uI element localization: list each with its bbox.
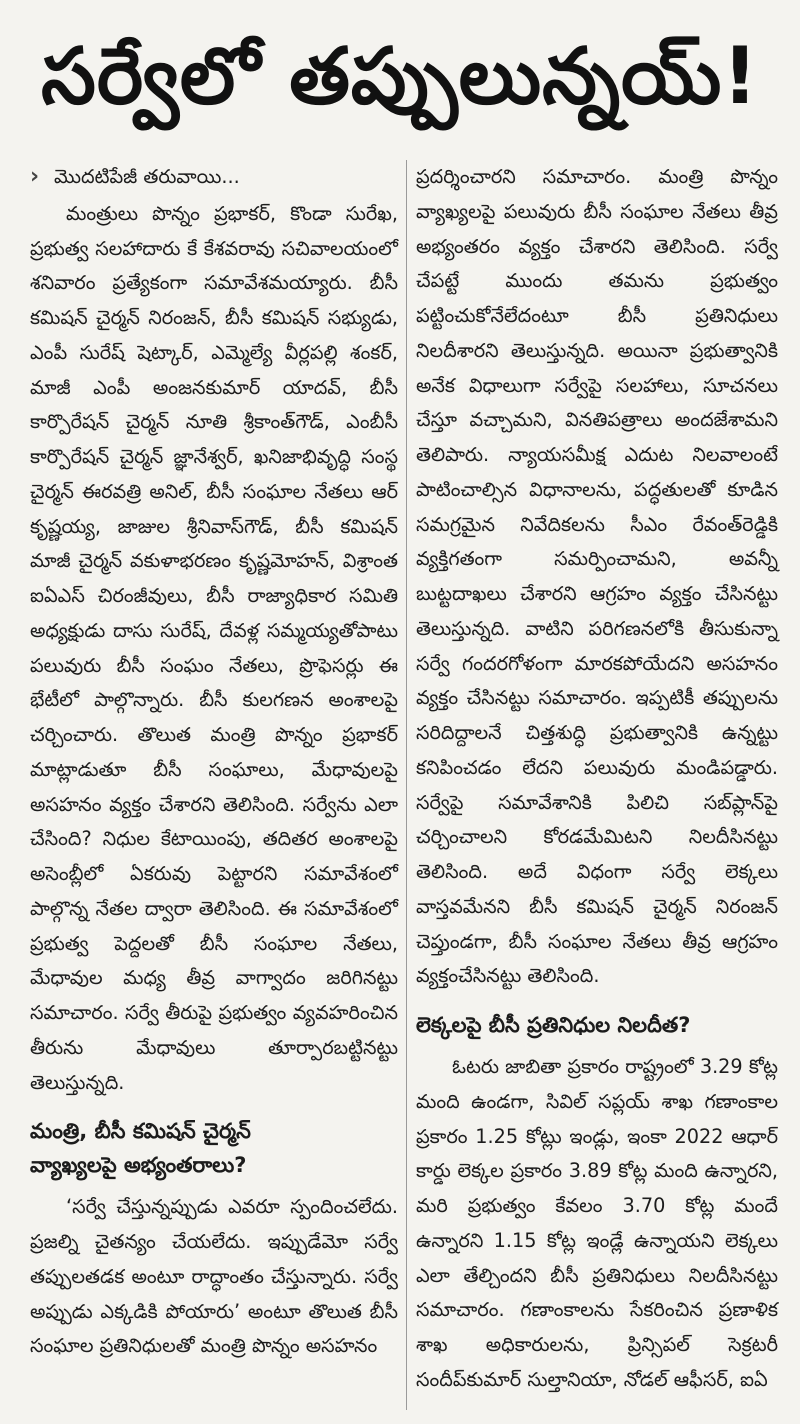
continuation-text: మొదటిపేజీ తరువాయి...	[54, 165, 240, 188]
subheading-line-1: మంత్రి, బీసీ కమిషన్ చైర్మన్	[30, 1119, 251, 1144]
article-paragraph: మంత్రులు పొన్నం ప్రభాకర్, కొండా సురేఖ, ప్రభుత్వ సలహాదారు కే కేశవరావు సచివాలయంలో శనివారం ప్రత్యేకంగా సమావేశమయ్యారు. బీసీ కమిషన్ చైర్మన్ నిరంజన్, బీసీ కమిషన్ సభ్యుడు, ఎంపీ సురేష్ షెట్కార్, ఎమ్మెల్యే వీర్లపల్లి శంకర్, మాజీ ఎంపీ అంజనకుమార్ యాదవ్, బీసీ కార్పొరేషన్ చైర్మన్ నూతి శ్రీకాంత్‌గౌడ్, ఎంబీసీ కార్పొరేషన్ చైర్మన్ జ్ఞానేశ్వర్, ఖనిజాభివృద్ధి సంస్థ చైర్మన్ ఈరవత్రి అనిల్, బీసీ సంఘాల నేతలు ఆర్ కృష్ణయ్య, జాజుల శ్రీనివాస్‌గౌడ్, బీసీ కమిషన్ మాజీ చైర్మన్ వకుళాభరణం కృష్ణమోహన్, విశ్రాంత ఐఏఎస్ చిరంజీవులు, బీసీ రాజ్యాధికార సమితి అధ్యక్షుడు దాసు సురేష్, దేవళ్ల సమ్మయ్యతోపాటు పలువురు బీసీ సంఘం నేతలు, ప్రొఫెసర్లు ఈ భేటీలో పాల్గొన్నారు. బీసీ కులగణన అంశాలపై చర్చించారు. తొలుత మంత్రి పొన్నం ప్రభాకర్ మాట్లాడుతూ బీసీ సంఘాలు, మేధావులపై అసహనం వ్యక్తం చేశారని తెలిసింది. సర్వేను ఎలా చేసింది? నిధుల కేటాయింపు, తదితర అంశాలపై అసెంబ్లీలో ఏకరువు పెట్టారని సమావేశంలో పాల్గొన్న నేతల ద్వారా తెలిసింది. ఈ సమావేశంలో ప్రభుత్వ పెద్దలతో బీసీ సంఘాల నేతలు, మేధావుల మధ్య తీవ్ర వాగ్వాదం జరిగినట్టు సమాచారం. సర్వే తీరుపై ప్రభుత్వం వ్యవహరించిన తీరును మేధావులు తూర్పారబట్టినట్టు తెలుస్తున్నది.	[30, 201, 398, 1094]
chevron-right-icon: ›	[30, 164, 40, 189]
column-divider	[406, 160, 407, 1410]
continuation-line	[30, 160, 398, 195]
article-paragraph: ప్రదర్శించారని సమాచారం. మంత్రి పొన్నం వ్యాఖ్యలపై పలువురు బీసీ సంఘాల నేతలు తీవ్ర అభ్యంతరం వ్యక్తం చేశారని తెలిసింది. సర్వే చేపట్టే ముందు తమను ప్రభుత్వం పట్టించుకోనేలేదంటూ బీసీ ప్రతినిధులు నిలదీశారని తెలుస్తున్నది. అయినా ప్రభుత్వానికి అనేక విధాలుగా సర్వేపై సలహాలు, సూచనలు చేస్తూ వచ్చామని, వినతిపత్రాలు అందజేశామని తెలిపారు. న్యాయసమీక్ష ఎదుట నిలవాలంటే పాటించాల్సిన విధానాలను, పద్ధతులతో కూడిన సమగ్రమైన నివేదికలను సీఎం రేవంత్‌రెడ్డికి వ్యక్తిగతంగా సమర్పించామని, అవన్నీ బుట్టదాఖలు చేశారని ఆగ్రహం వ్యక్తం చేసినట్టు తెలుస్తున్నది. వాటిని పరిగణనలోకి తీసుకున్నా సర్వే గందరగోళంగా మారకపోయేదని అసహనం వ్యక్తం చేసినట్టు సమాచారం. ఇప్పటికీ తప్పులను సరిదిద్దాలనే చిత్తశుద్ధి ప్రభుత్వానికి ఉన్నట్టు కనిపించడం లేదని పలువురు మండిపడ్డారు. సర్వేపై సమావేశానికి పిలిచి సబ్‌ప్లాన్‌పై చర్చించాలని కోరడమేమిటని నిలదీసినట్టు తెలిసింది. అదే విధంగా సర్వే లెక్కలు వాస్తవమేనని బీసీ కమిషన్ చైర్మన్ నిరంజన్ చెప్తుండగా, బీసీ సంఘాల నేతలు తీవ్ర ఆగ్రహం వ్యక్తంచేసినట్టు తెలిసింది.	[416, 165, 778, 988]
article-paragraph: ‘సర్వే చేస్తున్నప్పుడు ఎవరూ స్పందించలేదు. ప్రజల్ని చైతన్యం చేయలేదు. ఇప్పుడేమో సర్వే తప్పులతడక అంటూ రాద్ధాంతం చేస్తున్నారు. సర్వే అప్పుడు ఎక్కడికి పోయారు’ అంటూ తొలుత బీసీ సంఘాల ప్రతినిధులతో మంత్రి పొన్నం అసహనం	[30, 1195, 398, 1358]
subheading-line-2: వ్యాఖ్యలపై అభ్యంతరాలు?	[30, 1153, 247, 1178]
article-paragraph: ఓటరు జాబితా ప్రకారం రాష్ట్రంలో 3.29 కోట్ల మంది ఉండగా, సివిల్ సప్లయ్ శాఖ గణాంకాల ప్రకారం 1.25 కోట్లు ఇండ్లు, ఇంకా 2022 ఆధార్ కార్డు లెక్కల ప్రకారం 3.89 కోట్ల మంది ఉన్నారని, మరి ప్రభుత్వం కేవలం 3.70 కోట్ల మందే ఉన్నారని 1.15 కోట్ల ఇండ్లే ఉన్నాయని లెక్కలు ఎలా తేల్చిందని బీసీ ప్రతినిధులు నిలదీసినట్టు సమాచారం. గణాంకాలను సేకరించిన ప్రణాళిక శాఖ అధికారులను, ప్రిన్సిపల్ సెక్రటరీ సందీప్‌కుమార్ సుల్తానియా, నోడల్ ఆఫీసర్, ఐఏ	[416, 1055, 778, 1391]
right-column	[416, 160, 778, 1398]
left-column	[30, 160, 398, 1364]
headline: సర్వేలో తప్పులున్నయ్!	[41, 32, 759, 122]
subheading: లెక్కలపై బీసీ ప్రతినిధుల నిలదీత?	[416, 1013, 691, 1037]
subheading	[30, 1114, 398, 1182]
